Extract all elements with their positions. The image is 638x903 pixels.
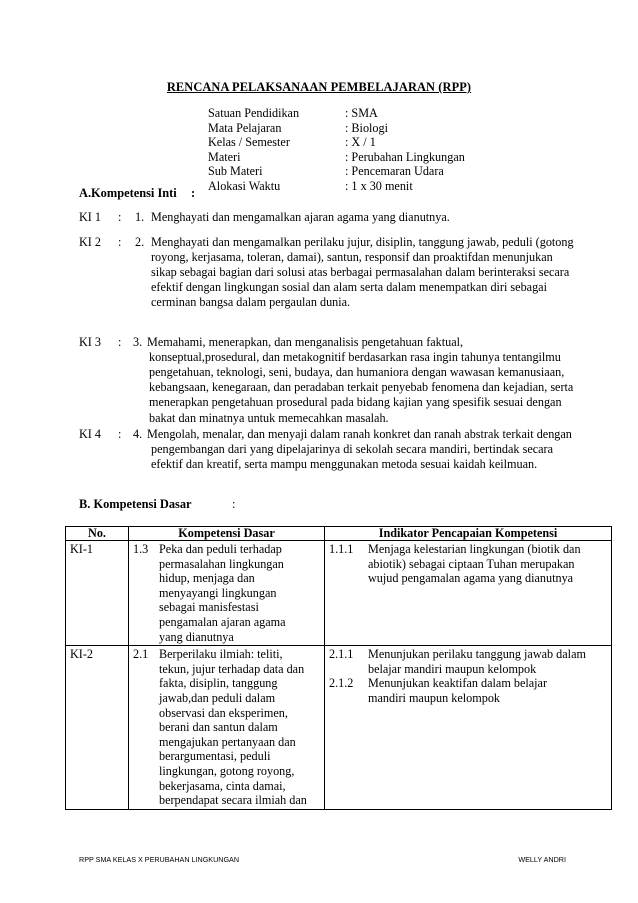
ki-text-line: Menghayati dan mengamalkan perilaku jujur, disiplin, tanggung jawab, peduli (gotong bbox=[151, 235, 574, 249]
section-b-heading bbox=[79, 497, 236, 512]
ki-text-line: Menghayati dan mengamalkan ajaran agama yang dianutnya. bbox=[151, 210, 450, 224]
kd-text-line: bekerjasama, cinta damai, bbox=[159, 778, 286, 793]
cell-indikator bbox=[325, 646, 612, 810]
info-value: : Pencemaran Udara bbox=[345, 164, 444, 179]
header-no: No. bbox=[66, 527, 129, 541]
indicator-text-line: Menunjukan keaktifan dalam belajar bbox=[368, 676, 548, 691]
cell-no: KI-2 bbox=[66, 646, 129, 810]
kd-text-line: hidup, menjaga dan bbox=[159, 571, 255, 586]
indicator-number: 1.1.1 bbox=[329, 542, 354, 556]
cell-indikator bbox=[325, 541, 612, 646]
ki-text-line: sikap sebagai bagian dari solusi atas berbagai permasalahan dalam berinteraksi secara bbox=[151, 265, 570, 280]
kd-text-line: menyayangi lingkungan bbox=[159, 585, 277, 600]
section-a-heading bbox=[79, 186, 196, 201]
kd-text bbox=[159, 542, 320, 644]
footer-left: RPP SMA KELAS X PERUBAHAN LINGKUNGAN bbox=[79, 855, 240, 864]
ki-text-line: kebangsaan, kenegaraan, dan peradaban terkait penyebab fenomena dan kejadian, serta bbox=[149, 380, 574, 395]
kd-item bbox=[133, 647, 320, 808]
section-a-colon: : bbox=[191, 186, 196, 200]
indicator-number: 2.1.1 bbox=[329, 647, 354, 662]
info-row bbox=[208, 121, 465, 136]
ki-text-line: menerapkan pengetahuan prosedural pada bidang kajian yang spesifik sesuai dengan bbox=[149, 395, 562, 410]
ki-text-line: Memahami, menerapkan, dan menganalisis pengetahuan faktual, bbox=[147, 335, 464, 349]
ki-code: KI 3 bbox=[79, 335, 102, 349]
info-row bbox=[208, 150, 465, 165]
kd-text-line: yang dianutnya bbox=[159, 629, 234, 644]
table-row bbox=[66, 541, 612, 646]
document-title: RENCANA PELAKSANAAN PEMBELAJARAN (RPP) bbox=[166, 80, 472, 94]
kd-text-line: observasi dan eksperimen, bbox=[159, 705, 288, 720]
ki-text-line: bakat dan minatnya untuk memecahkan masalah. bbox=[149, 410, 389, 425]
indicator-text bbox=[368, 676, 607, 705]
kd-text-line: lingkungan, gotong royong, bbox=[159, 763, 295, 778]
header-indikator: Indikator Pencapaian Kompetensi bbox=[325, 527, 612, 541]
indicator-text bbox=[368, 542, 607, 586]
ki-text-line: konseptual,prosedural, dan metakognitif berdasarkan rasa ingin tahunya tentangilmu bbox=[149, 350, 561, 365]
info-value: : SMA bbox=[345, 106, 378, 120]
indicator-text-line: wujud pengamalan agama yang dianutnya bbox=[368, 571, 574, 586]
ki-text-line: royong, kerjasama, toleran, damai), santun, responsif dan proaktifdan menunjukan bbox=[151, 250, 553, 265]
ki-colon: : bbox=[118, 210, 122, 224]
kd-item bbox=[133, 542, 320, 644]
kd-text bbox=[159, 647, 320, 808]
info-row bbox=[208, 164, 465, 179]
cell-kompetensi-dasar bbox=[129, 541, 325, 646]
info-row bbox=[208, 179, 465, 194]
table-header-row bbox=[66, 527, 612, 541]
info-label: Alokasi Waktu bbox=[208, 178, 281, 193]
ki-text-line: efektif dengan lingkungan sosial dan alam serta dalam menempatkan diri sebagai bbox=[151, 280, 547, 295]
cell-kompetensi-dasar bbox=[129, 646, 325, 810]
indicator-text bbox=[368, 647, 607, 676]
ki-text-line: efektif dan kreatif, serta mampu menggunakan metoda sesuai kaidah keilmuan. bbox=[151, 457, 538, 472]
kd-text-line: pengamalan ajaran agama bbox=[159, 614, 286, 629]
ki-number: 2. bbox=[135, 235, 145, 249]
ki-text-line: cerminan bangsa dalam pergaulan dunia. bbox=[151, 295, 351, 310]
ki-text-line: Mengolah, menalar, dan menyaji dalam ranah konkret dan ranah abstrak terkait dengan bbox=[147, 427, 572, 441]
identity-block bbox=[208, 106, 465, 194]
indicator-number: 2.1.2 bbox=[329, 676, 354, 691]
indicator-item bbox=[329, 647, 607, 676]
info-value: : X / 1 bbox=[345, 135, 376, 150]
ki-number: 4. bbox=[133, 427, 143, 441]
kd-number: 2.1 bbox=[133, 647, 149, 662]
info-label: Mata Pelajaran bbox=[208, 120, 282, 135]
ki-colon: : bbox=[118, 335, 122, 349]
ki-code: KI 1 bbox=[79, 210, 102, 224]
info-label: Kelas / Semester bbox=[208, 135, 290, 150]
section-b-colon: : bbox=[232, 497, 236, 511]
kd-text-line: berargumentasi, peduli bbox=[159, 749, 271, 764]
kd-text-line: Peka dan peduli terhadap bbox=[159, 542, 282, 556]
kd-text-line: berani dan santun dalam bbox=[159, 720, 278, 735]
kompetensi-dasar-table bbox=[65, 526, 612, 810]
indicator-text-line: belajar mandiri maupun kelompok bbox=[368, 661, 537, 676]
info-value: : 1 x 30 menit bbox=[345, 178, 413, 193]
kd-text-line: fakta, disiplin, tanggung bbox=[159, 676, 278, 691]
footer-right: WELLY ANDRI bbox=[518, 855, 566, 864]
ki-number: 1. bbox=[135, 210, 145, 224]
header-kompetensi-dasar: Kompetensi Dasar bbox=[129, 527, 325, 541]
indicator-text-line: Menjaga kelestarian lingkungan (biotik dan bbox=[368, 542, 581, 556]
cell-no: KI-1 bbox=[66, 541, 129, 646]
section-a-title: A.Kompetensi Inti bbox=[79, 186, 177, 200]
table-row bbox=[66, 646, 612, 810]
info-label: Sub Materi bbox=[208, 164, 263, 179]
indicator-item bbox=[329, 542, 607, 586]
kd-text-line: jawab,dan peduli dalam bbox=[159, 690, 276, 705]
ki-number: 3. bbox=[133, 335, 143, 349]
indicator-text-line: abiotik) sebagai ciptaan Tuhan merupakan bbox=[368, 556, 575, 571]
info-label: Satuan Pendidikan bbox=[208, 106, 300, 120]
kd-text-line: Berperilaku ilmiah: teliti, bbox=[159, 647, 283, 662]
info-value: : Biologi bbox=[345, 120, 389, 135]
info-row bbox=[208, 135, 465, 150]
info-label: Materi bbox=[208, 149, 241, 164]
ki-code: KI 2 bbox=[79, 235, 102, 249]
indicator-text-line: mandiri maupun kelompok bbox=[368, 690, 501, 705]
indicator-text-line: Menunjukan perilaku tanggung jawab dalam bbox=[368, 647, 586, 662]
kd-text-line: mengajukan pertanyaan dan bbox=[159, 734, 296, 749]
kd-text-line: sebagai manisfestasi bbox=[159, 600, 259, 615]
ki-code: KI 4 bbox=[79, 427, 102, 441]
kd-text-line: tekun, jujur terhadap data dan bbox=[159, 661, 305, 676]
indicator-item bbox=[329, 676, 607, 705]
kd-number: 1.3 bbox=[133, 542, 149, 556]
ki-colon: : bbox=[118, 427, 122, 441]
kd-text-line: berpendapat secara ilmiah dan bbox=[159, 793, 307, 808]
ki-colon: : bbox=[118, 235, 122, 249]
info-row bbox=[208, 106, 465, 121]
ki-text-line: pengembangan dari yang dipelajarinya di sekolah secara mandiri, bertindak secara bbox=[151, 442, 554, 457]
info-value: : Perubahan Lingkungan bbox=[345, 149, 465, 164]
section-b-title: B. Kompetensi Dasar bbox=[79, 497, 192, 511]
kd-text-line: permasalahan lingkungan bbox=[159, 556, 284, 571]
ki-text-line: pengetahuan, teknologi, seni, budaya, dan humaniora dengan wawasan kemanusiaan, bbox=[149, 365, 565, 380]
